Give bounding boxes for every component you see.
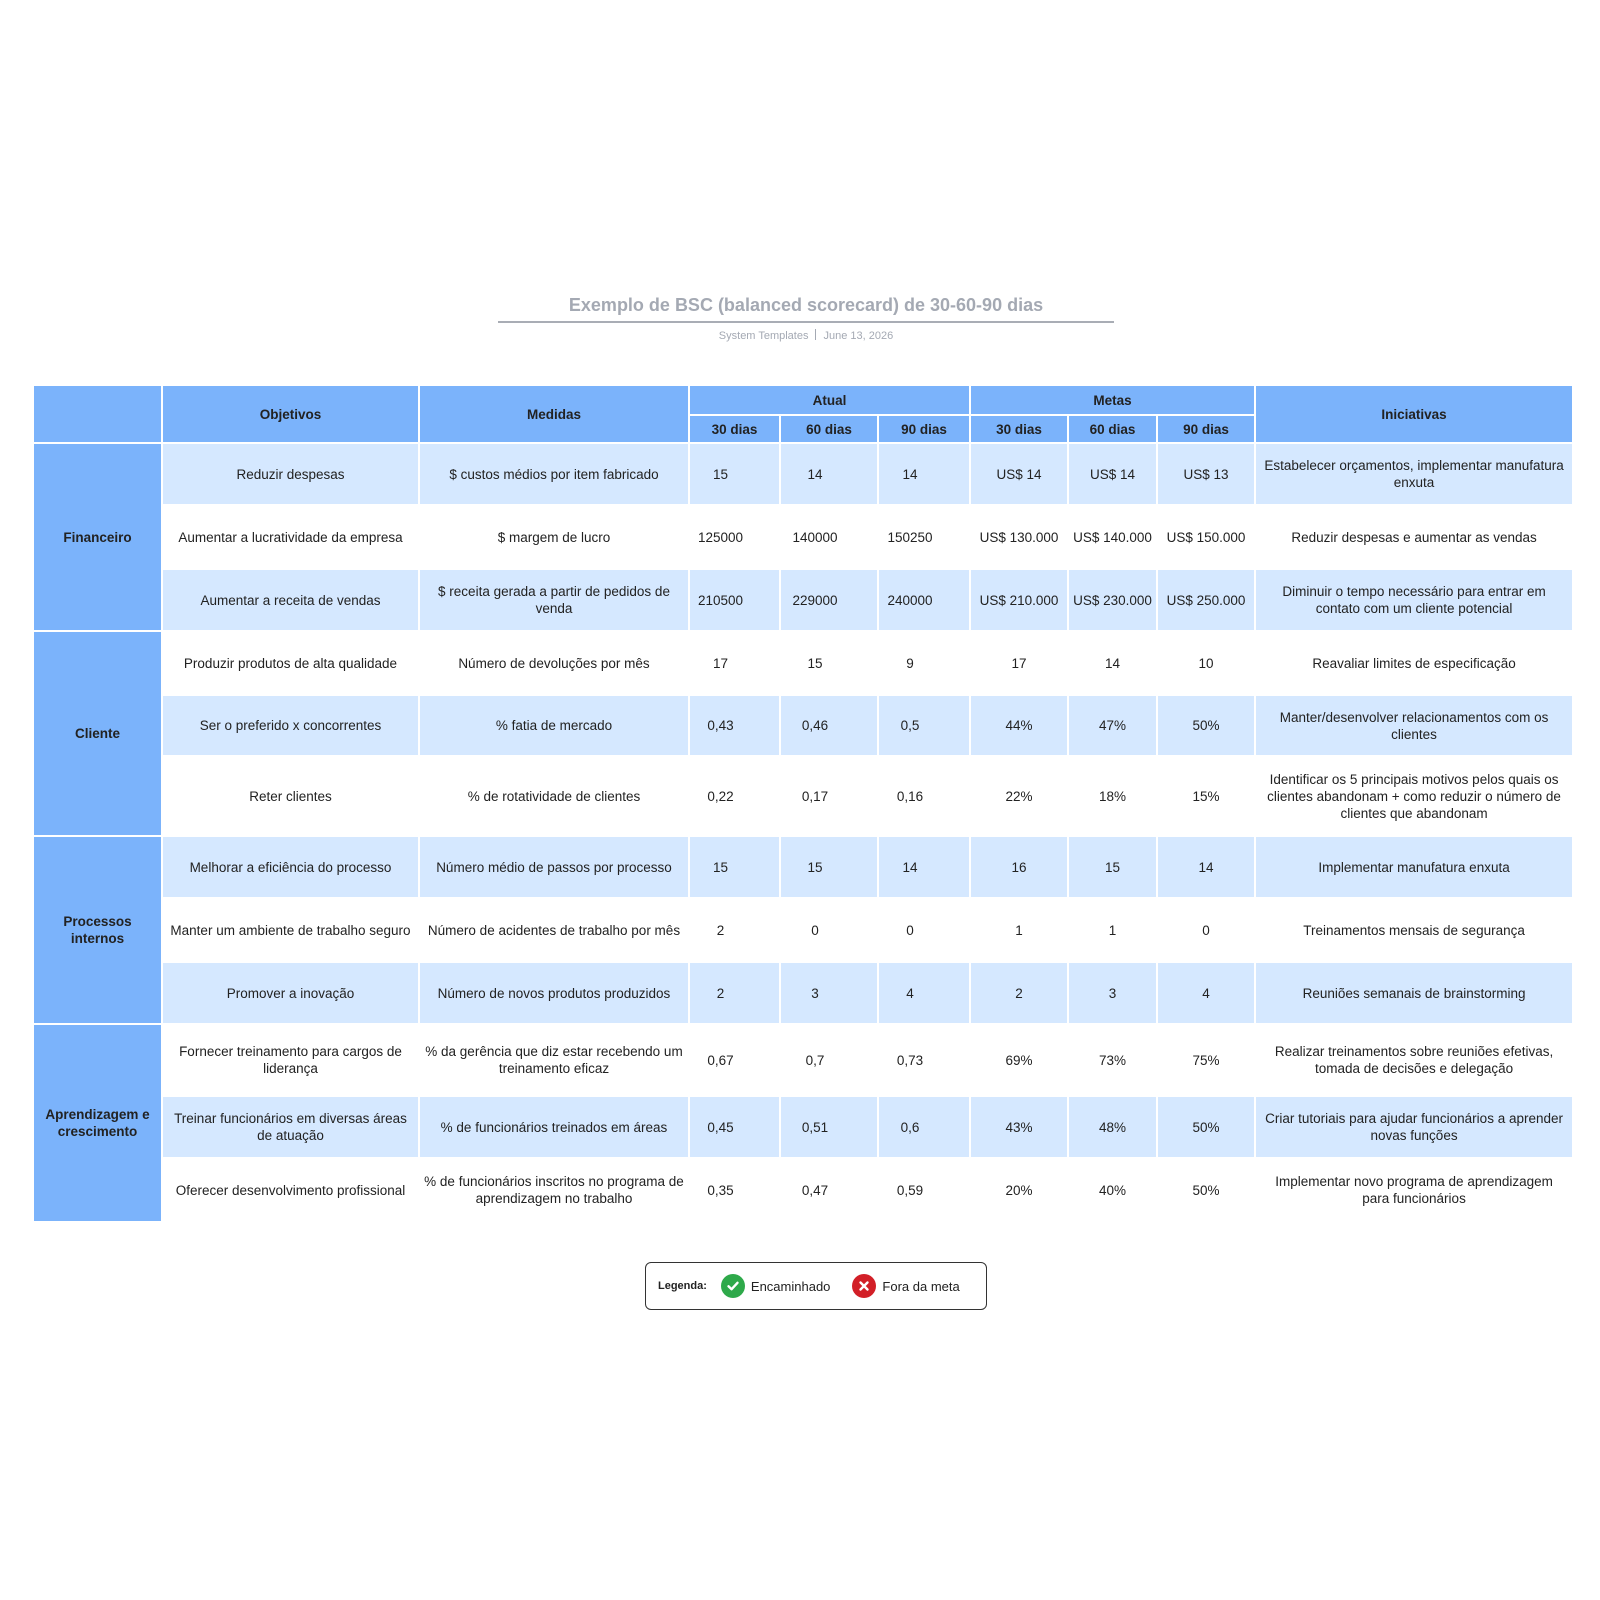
initiative-cell: Reavaliar limites de especificação [1255, 631, 1573, 695]
target-value-cell: US$ 150.000 [1157, 505, 1255, 569]
actual-value-cell [689, 443, 780, 505]
target-value-cell: 1 [970, 898, 1068, 962]
actual-value: 15 [712, 466, 729, 482]
objective-cell: Melhorar a eficiência do processo [162, 836, 419, 898]
actual-value-cell [780, 443, 878, 505]
objective-cell: Manter um ambiente de trabalho seguro [162, 898, 419, 962]
target-value-cell: 43% [970, 1096, 1068, 1158]
table-row [33, 836, 1573, 898]
target-value-cell: 16 [970, 836, 1068, 898]
initiative-cell: Criar tutoriais para ajudar funcionários a aprender novas funções [1255, 1096, 1573, 1158]
target-value-cell: US$ 210.000 [970, 569, 1068, 631]
actual-value-cell [878, 505, 970, 569]
actual-value-cell [878, 695, 970, 756]
header-medidas: Medidas [419, 385, 689, 443]
target-value-cell: 50% [1157, 1158, 1255, 1222]
actual-value-cell [878, 836, 970, 898]
subtitle-separator [815, 329, 816, 340]
table-row [33, 898, 1573, 962]
header-metas: Metas [970, 385, 1255, 415]
actual-value: 0,51 [801, 1119, 829, 1135]
initiative-cell: Manter/desenvolver relacionamentos com os clientes [1255, 695, 1573, 756]
actual-value: 0,67 [707, 1052, 734, 1068]
header-objetivos: Objetivos [162, 385, 419, 443]
actual-value: 125000 [697, 529, 744, 545]
target-value-cell: 2 [970, 962, 1068, 1024]
target-value-cell: 50% [1157, 1096, 1255, 1158]
objective-cell: Ser o preferido x concorrentes [162, 695, 419, 756]
legend-on-track-text: Encaminhado [750, 1278, 831, 1294]
perspective-label: Processos internos [33, 836, 162, 1024]
target-value-cell: 48% [1068, 1096, 1157, 1158]
actual-value: 2 [716, 922, 725, 938]
actual-value-cell [689, 695, 780, 756]
header-metas-30: 30 dias [970, 415, 1068, 443]
table-row [33, 505, 1573, 569]
actual-value-cell [878, 962, 970, 1024]
table-row [33, 756, 1573, 836]
actual-value: 4 [906, 985, 914, 1001]
actual-value: 150250 [887, 529, 933, 545]
header-metas-60: 60 dias [1068, 415, 1157, 443]
target-value-cell: 50% [1157, 695, 1255, 756]
actual-value-cell [780, 1096, 878, 1158]
target-value-cell: 73% [1068, 1024, 1157, 1096]
target-value-cell: 15% [1157, 756, 1255, 836]
check-icon [721, 1274, 745, 1298]
target-value-cell: 3 [1068, 962, 1157, 1024]
actual-value: 14 [902, 859, 918, 875]
actual-value: 0,47 [801, 1182, 829, 1198]
target-value-cell: 0 [1157, 898, 1255, 962]
initiative-cell: Reduzir despesas e aumentar as vendas [1255, 505, 1573, 569]
target-value-cell: US$ 14 [1068, 443, 1157, 505]
actual-value-cell [689, 505, 780, 569]
objective-cell: Treinar funcionários em diversas áreas de atuação [162, 1096, 419, 1158]
actual-value-cell [689, 569, 780, 631]
page-subtitle [498, 329, 1114, 343]
target-value-cell: 40% [1068, 1158, 1157, 1222]
actual-value-cell [878, 569, 970, 631]
actual-value: 3 [811, 985, 819, 1001]
title-block [498, 293, 1114, 343]
measure-cell: % fatia de mercado [419, 695, 689, 756]
actual-value: 0,59 [896, 1182, 924, 1198]
header-iniciativas: Iniciativas [1255, 385, 1573, 443]
actual-value: 229000 [792, 592, 838, 608]
target-value-cell: 15 [1068, 836, 1157, 898]
target-value-cell: 18% [1068, 756, 1157, 836]
actual-value-cell [780, 695, 878, 756]
actual-value: 240000 [887, 592, 933, 608]
initiative-cell: Treinamentos mensais de segurança [1255, 898, 1573, 962]
actual-value-cell [878, 1158, 970, 1222]
actual-value-cell [780, 1024, 878, 1096]
measure-cell: Número médio de passos por processo [419, 836, 689, 898]
perspective-label: Cliente [33, 631, 162, 836]
date-label: June 13, 2026 [823, 330, 894, 342]
target-value-cell: 14 [1068, 631, 1157, 695]
objective-cell: Fornecer treinamento para cargos de liderança [162, 1024, 419, 1096]
actual-value: 0,73 [896, 1052, 924, 1068]
actual-value-cell [780, 836, 878, 898]
header-perspective-blank [33, 385, 162, 443]
scorecard-body [33, 443, 1573, 1222]
objective-cell: Reduzir despesas [162, 443, 419, 505]
actual-value: 0,46 [801, 718, 829, 733]
initiative-cell: Diminuir o tempo necessário para entrar em contato com um cliente potencial [1255, 569, 1573, 631]
legend-item-off-track [852, 1274, 959, 1298]
measure-cell: $ custos médios por item fabricado [419, 443, 689, 505]
initiative-cell: Reuniões semanais de brainstorming [1255, 962, 1573, 1024]
actual-value: 0 [906, 922, 914, 938]
perspective-label: Aprendizagem e crescimento [33, 1024, 162, 1222]
objective-cell: Promover a inovação [162, 962, 419, 1024]
actual-value-cell [780, 756, 878, 836]
actual-value-cell [689, 898, 780, 962]
measure-cell: Número de acidentes de trabalho por mês [419, 898, 689, 962]
header-atual: Atual [689, 385, 970, 415]
target-value-cell: 10 [1157, 631, 1255, 695]
initiative-cell: Implementar manufatura enxuta [1255, 836, 1573, 898]
actual-value-cell [689, 1024, 780, 1096]
actual-value-cell [878, 1096, 970, 1158]
measure-cell: Número de devoluções por mês [419, 631, 689, 695]
initiative-cell: Identificar os 5 principais motivos pelos quais os clientes abandonam + como reduzir o número de clientes que abandonam [1255, 756, 1573, 836]
actual-value: 0,6 [900, 1119, 920, 1135]
actual-value: 0,43 [707, 718, 734, 733]
objective-cell: Reter clientes [162, 756, 419, 836]
table-row [33, 1096, 1573, 1158]
actual-value-cell [689, 1096, 780, 1158]
objective-cell: Aumentar a receita de vendas [162, 569, 419, 631]
legend [645, 1262, 987, 1310]
page-title: Exemplo de BSC (balanced scorecard) de 30-60-90 dias [498, 293, 1114, 323]
actual-value: 15 [712, 859, 729, 875]
actual-value-cell [780, 631, 878, 695]
header-metas-90: 90 dias [1157, 415, 1255, 443]
table-row [33, 962, 1573, 1024]
target-value-cell: 20% [970, 1158, 1068, 1222]
target-value-cell: 47% [1068, 695, 1157, 756]
actual-value: 210500 [697, 592, 744, 608]
target-value-cell: US$ 13 [1157, 443, 1255, 505]
target-value-cell: 4 [1157, 962, 1255, 1024]
actual-value-cell [780, 1158, 878, 1222]
actual-value-cell [780, 569, 878, 631]
actual-value: 0,17 [801, 788, 829, 804]
actual-value-cell [689, 962, 780, 1024]
actual-value-cell [878, 631, 970, 695]
actual-value: 0 [811, 922, 819, 938]
target-value-cell: US$ 140.000 [1068, 505, 1157, 569]
actual-value: 0,7 [805, 1052, 825, 1068]
actual-value: 15 [807, 859, 823, 875]
target-value-cell: US$ 130.000 [970, 505, 1068, 569]
measure-cell: % de rotatividade de clientes [419, 756, 689, 836]
actual-value: 17 [712, 655, 729, 671]
actual-value: 14 [807, 466, 823, 482]
objective-cell: Oferecer desenvolvimento profissional [162, 1158, 419, 1222]
actual-value-cell [689, 836, 780, 898]
measure-cell: Número de novos produtos produzidos [419, 962, 689, 1024]
initiative-cell: Estabelecer orçamentos, implementar manufatura enxuta [1255, 443, 1573, 505]
actual-value: 0,22 [707, 788, 734, 804]
actual-value: 0,35 [707, 1182, 734, 1198]
actual-value: 0,16 [896, 788, 924, 804]
table-row [33, 695, 1573, 756]
actual-value-cell [689, 1158, 780, 1222]
initiative-cell: Realizar treinamentos sobre reuniões efetivas, tomada de decisões e delegação [1255, 1024, 1573, 1096]
perspective-label: Financeiro [33, 443, 162, 631]
legend-item-on-track [721, 1274, 831, 1298]
objective-cell: Aumentar a lucratividade da empresa [162, 505, 419, 569]
actual-value-cell [780, 505, 878, 569]
header-atual-90: 90 dias [878, 415, 970, 443]
actual-value-cell [689, 756, 780, 836]
actual-value-cell [878, 1024, 970, 1096]
actual-value: 0,5 [900, 718, 920, 733]
actual-value-cell [878, 756, 970, 836]
table-row [33, 1024, 1573, 1096]
initiative-cell: Implementar novo programa de aprendizagem para funcionários [1255, 1158, 1573, 1222]
target-value-cell: 69% [970, 1024, 1068, 1096]
legend-label: Legenda: [658, 1280, 707, 1292]
actual-value-cell [878, 898, 970, 962]
table-row [33, 569, 1573, 631]
header-atual-60: 60 dias [780, 415, 878, 443]
actual-value: 9 [906, 655, 914, 671]
table-row [33, 1158, 1573, 1222]
actual-value-cell [780, 898, 878, 962]
header-atual-30: 30 dias [689, 415, 780, 443]
table-row [33, 443, 1573, 505]
measure-cell: % de funcionários treinados em áreas [419, 1096, 689, 1158]
measure-cell: $ receita gerada a partir de pedidos de venda [419, 569, 689, 631]
scorecard-table [32, 384, 1574, 1223]
target-value-cell: 75% [1157, 1024, 1255, 1096]
objective-cell: Produzir produtos de alta qualidade [162, 631, 419, 695]
target-value-cell: US$ 14 [970, 443, 1068, 505]
measure-cell: % da gerência que diz estar recebendo um treinamento eficaz [419, 1024, 689, 1096]
target-value-cell: 1 [1068, 898, 1157, 962]
source-label: System Templates [718, 330, 809, 342]
actual-value-cell [878, 443, 970, 505]
target-value-cell: 14 [1157, 836, 1255, 898]
x-icon [852, 1274, 876, 1298]
actual-value-cell [689, 631, 780, 695]
actual-value: 2 [716, 985, 725, 1001]
actual-value: 15 [807, 655, 823, 671]
target-value-cell: 17 [970, 631, 1068, 695]
measure-cell: $ margem de lucro [419, 505, 689, 569]
table-row [33, 631, 1573, 695]
actual-value: 140000 [792, 529, 838, 545]
actual-value-cell [780, 962, 878, 1024]
target-value-cell: US$ 230.000 [1068, 569, 1157, 631]
target-value-cell: 22% [970, 756, 1068, 836]
actual-value: 0,45 [707, 1119, 734, 1135]
actual-value: 14 [902, 466, 918, 482]
target-value-cell: 44% [970, 695, 1068, 756]
legend-off-track-text: Fora da meta [882, 1278, 960, 1294]
target-value-cell: US$ 250.000 [1157, 569, 1255, 631]
measure-cell: % de funcionários inscritos no programa de aprendizagem no trabalho [419, 1158, 689, 1222]
